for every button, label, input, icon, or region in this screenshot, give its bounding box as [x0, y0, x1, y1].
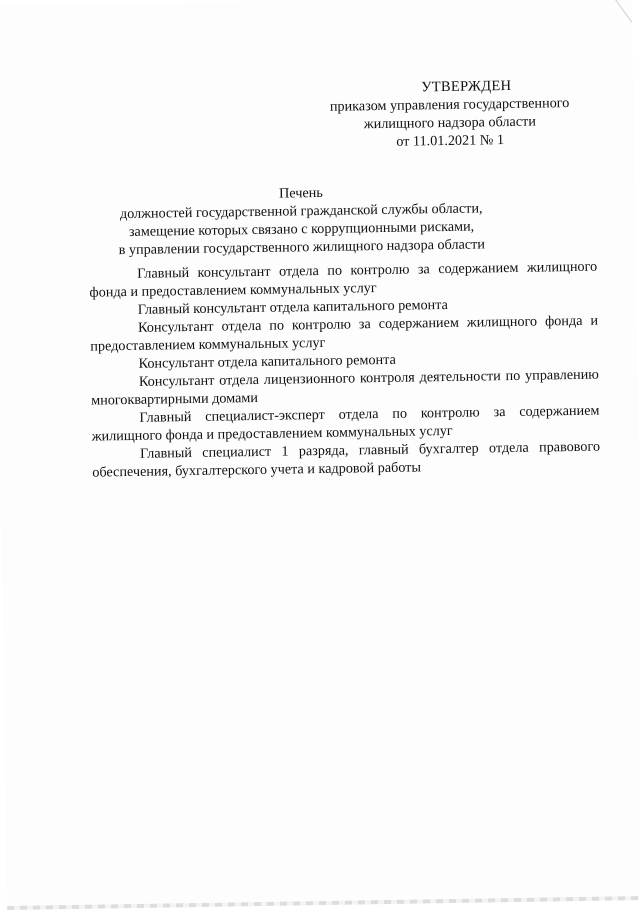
position-item: Консультант отдела капитального ремонта	[138, 351, 396, 372]
title-line-3: замещение которых связано с коррупционными рисками,	[128, 218, 475, 240]
approval-line-2: жилищного надзора области	[363, 113, 537, 133]
scan-artifact-mark	[597, 0, 632, 35]
position-item: Главный специалист-эксперт отдела по контролю за содержанием жилищного фонда и предоставлением коммунальных услуг	[91, 402, 600, 445]
position-item: Консультант отдела по контролю за содержанием жилищного фонда и предоставлением коммунальных услуг	[90, 312, 599, 355]
title-line-1: Печень	[278, 184, 323, 202]
approval-line-1: приказом управления государственного	[329, 95, 570, 115]
approval-line-3: от 11.01.2021 № 1	[396, 132, 505, 150]
document-title	[86, 181, 517, 260]
title-line-4: в управлении государственного жилищного надзора области	[118, 236, 486, 259]
approval-heading: УТВЕРЖДЕН	[421, 77, 512, 96]
position-item: Главный консультант отдела по контролю за содержанием жилищного фонда и предоставлением коммунальных услуг	[89, 258, 598, 301]
position-item: Главный консультант отдела капитального ремонта	[137, 296, 449, 318]
position-item: Консультант отдела лицензионного контроля деятельности по управлению многоквартирными домами	[91, 366, 599, 409]
position-item: Главный специалист 1 разряда, главный бухгалтер отдела правового обеспечения, бухгалтерского учета и кадровой работы	[92, 438, 601, 481]
positions-list	[89, 258, 600, 482]
title-line-2: должностей государственной гражданской службы области,	[119, 200, 483, 223]
approval-stamp-block	[294, 75, 605, 152]
scan-bottom-edge	[7, 896, 639, 910]
